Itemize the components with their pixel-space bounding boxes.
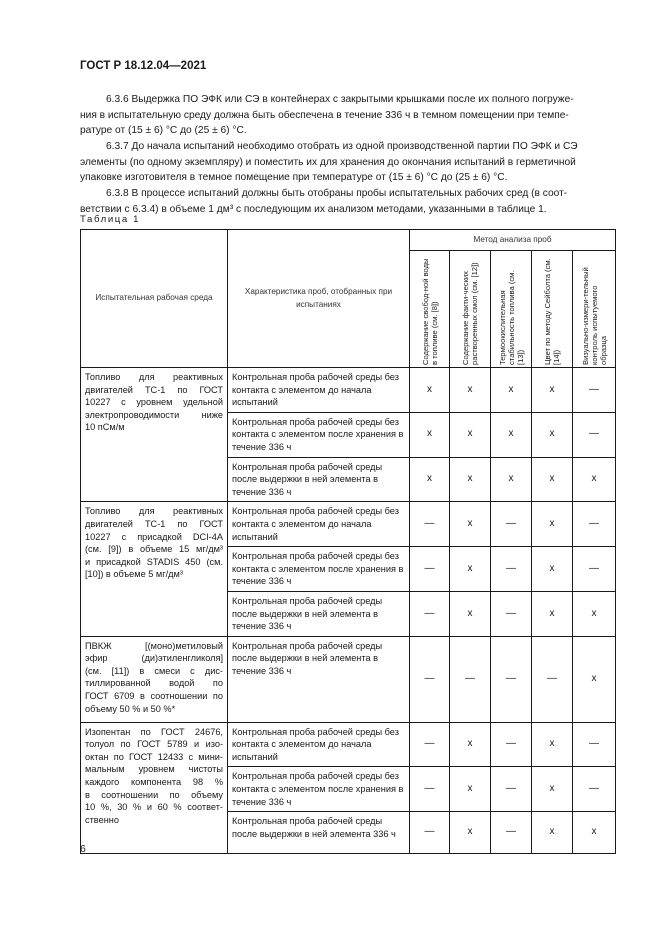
- method-mark: x: [532, 722, 573, 767]
- methods-table: [80, 229, 616, 854]
- method-mark: x: [491, 368, 532, 413]
- env-line: и присадкой STADIS 450 (см.: [85, 556, 223, 567]
- method-mark: x: [573, 591, 616, 636]
- method-mark: —: [450, 636, 491, 722]
- method-mark: —: [573, 412, 616, 457]
- env-line: 10 пСм/м: [85, 422, 125, 433]
- method-mark: x: [532, 502, 573, 547]
- method-mark: x: [450, 412, 491, 457]
- paragraph-6-3-7: [80, 139, 586, 186]
- env-line: ГОСТ 6709 в соотношении по: [85, 691, 223, 702]
- method-header-free-water: Содержание свобод-ной воды в топливе (см. [8]): [410, 251, 450, 368]
- sample-cell: Контрольная проба рабочей среды без контакта с элементом до начала испытаний: [228, 368, 410, 413]
- method-mark: —: [491, 722, 532, 767]
- sample-cell: Контрольная проба рабочей среды без контакта с элементом до начала испытаний: [228, 502, 410, 547]
- env-line: ПВКЖ [(моно)метиловый: [85, 640, 223, 651]
- page-number: 6: [80, 843, 86, 855]
- env-line: ственно: [85, 814, 119, 825]
- text-line: 6.3.7 До начала испытаний необходимо отобрать из одной производственной партии ПО ЭФК и СЭ: [106, 141, 578, 152]
- env-line: октан по ГОСТ 12433 с мини-: [85, 751, 223, 762]
- text-line: упаковке изготовителя в темное помещение при температуре от (15 ± 6) °С до (25 ± 6) °С.: [80, 172, 508, 184]
- paragraph-6-3-8: [80, 186, 586, 217]
- paragraph-6-3-6: [80, 92, 586, 139]
- method-mark: x: [450, 591, 491, 636]
- env-cell: [81, 502, 228, 636]
- header-sample: Характеристика проб, отобранных при испытаниях: [228, 230, 410, 368]
- header-env: Испытательная рабочая среда: [81, 230, 228, 368]
- env-line: эфир (ди)этиленгликоля]: [85, 653, 223, 664]
- text-line: 6.3.8 В процессе испытаний должны быть отобраны пробы испытательных рабочих сред (в соот-: [106, 188, 568, 199]
- method-mark: x: [491, 457, 532, 502]
- method-mark: x: [410, 368, 450, 413]
- env-line: объему 50 % и 50 %*: [85, 703, 176, 714]
- method-mark: —: [410, 767, 450, 812]
- env-cell: [81, 722, 228, 854]
- method-mark: —: [410, 502, 450, 547]
- method-mark: x: [450, 502, 491, 547]
- method-header-visual-control: Визуально-измери-тельный контроль испытуемого образца: [573, 251, 616, 368]
- method-header-thermo-stability: Термоокислительная стабильность топлива (см. [13]): [491, 251, 532, 368]
- method-mark: x: [450, 767, 491, 812]
- text-line: ния в испытательную среду должна быть обеспечена в течение 336 ч в темном помещении при темпе-: [80, 109, 569, 121]
- method-mark: —: [491, 767, 532, 812]
- method-mark: —: [491, 812, 532, 854]
- method-mark: x: [450, 368, 491, 413]
- method-mark: —: [573, 767, 616, 812]
- method-header-resins: Содержание факти-ческих растворенных смол (см. [12]): [450, 251, 491, 368]
- header-methods: Метод анализа проб: [410, 230, 616, 251]
- method-mark: —: [491, 547, 532, 592]
- env-line: двигателей ТС-1 по ГОСТ: [85, 518, 223, 529]
- method-mark: —: [573, 502, 616, 547]
- method-mark: —: [410, 812, 450, 854]
- method-mark: —: [532, 636, 573, 722]
- method-mark: x: [573, 636, 616, 722]
- env-line: Изопентан по ГОСТ 24676,: [85, 726, 223, 737]
- sample-cell: Контрольная проба рабочей среды без контакта с элементом после хранения в течение 336 ч: [228, 547, 410, 592]
- sample-cell: Контрольная проба рабочей среды без контакта с элементом до начала испытаний: [228, 722, 410, 767]
- method-mark: —: [573, 722, 616, 767]
- method-mark: —: [491, 591, 532, 636]
- method-mark: —: [410, 722, 450, 767]
- method-mark: x: [532, 591, 573, 636]
- text-line: 6.3.6 Выдержка ПО ЭФК или СЭ в контейнерах с закрытыми крышками после их полного погруже-: [106, 94, 574, 105]
- method-mark: x: [410, 412, 450, 457]
- method-mark: x: [410, 457, 450, 502]
- method-mark: x: [532, 368, 573, 413]
- env-line: 10 %, 30 % и 60 % соответ-: [85, 802, 223, 813]
- env-line: 10227 с уровнем удельной: [85, 397, 223, 408]
- table-caption: Таблица 1: [80, 214, 141, 225]
- env-line: электропроводимости ниже: [85, 409, 223, 420]
- method-mark: x: [532, 767, 573, 812]
- method-mark: x: [450, 457, 491, 502]
- table-row: [81, 368, 616, 413]
- method-mark: x: [532, 547, 573, 592]
- sample-cell: Контрольная проба рабочей среды после выдержки в ней элемента 336 ч: [228, 812, 410, 854]
- env-line: каждого компонента 98 %: [85, 777, 223, 788]
- method-mark: —: [573, 547, 616, 592]
- env-line: Топливо для реактивных: [85, 506, 223, 517]
- method-mark: x: [532, 457, 573, 502]
- method-header-saybolt-color: Цвет по методу Сейболта (см. [14]): [532, 251, 573, 368]
- env-line: двигателей ТС-1 по ГОСТ: [85, 384, 223, 395]
- method-mark: —: [410, 591, 450, 636]
- text-line: ратуре от (15 ± 6) °С до (25 ± 6) °С.: [80, 125, 247, 137]
- env-line: 10227 с присадкой DCI-4A: [85, 531, 223, 542]
- method-mark: —: [491, 502, 532, 547]
- method-mark: —: [573, 368, 616, 413]
- env-cell: [81, 368, 228, 502]
- env-line: в соотношении по объему: [85, 789, 223, 800]
- method-mark: x: [573, 812, 616, 854]
- env-cell: [81, 636, 228, 722]
- text-line: элементы (по одному экземпляру) и поместить их для хранения до окончания испытаний в герметичной: [80, 156, 576, 168]
- sample-cell: Контрольная проба рабочей среды после выдержки в ней элемента в течение 336 ч: [228, 457, 410, 502]
- method-mark: x: [450, 812, 491, 854]
- method-mark: —: [491, 636, 532, 722]
- env-line: мальным уровнем чистоты: [85, 764, 223, 775]
- sample-cell: Контрольная проба рабочей среды без контакта с элементом после хранения в течение 336 ч: [228, 412, 410, 457]
- method-mark: x: [450, 547, 491, 592]
- method-mark: —: [410, 547, 450, 592]
- method-mark: x: [491, 412, 532, 457]
- text-line: ветствии с 6.3.4) в объеме 1 дм³ с последующим их анализом методами, указанными в таблице 1.: [80, 203, 547, 215]
- sample-cell: Контрольная проба рабочей среды без контакта с элементом после хранения в течение 336 ч: [228, 767, 410, 812]
- method-mark: x: [532, 412, 573, 457]
- document-header: ГОСТ Р 18.12.04—2021: [80, 60, 207, 72]
- sample-cell: Контрольная проба рабочей среды после выдержки в ней элемента в течение 336 ч: [228, 591, 410, 636]
- env-line: [10]) в объеме 5 мг/дм³: [85, 569, 183, 580]
- table-row: [81, 722, 616, 767]
- method-mark: x: [450, 722, 491, 767]
- env-line: (см. [9]) в объеме 15 мг/дм³: [85, 544, 223, 555]
- env-line: толуол по ГОСТ 5789 и изо-: [85, 739, 223, 750]
- env-line: (см. [11]) в смеси с дис-: [85, 665, 223, 676]
- method-mark: x: [532, 812, 573, 854]
- env-line: Топливо для реактивных: [85, 372, 223, 382]
- sample-cell: Контрольная проба рабочей среды после выдержки в ней элемента в течение 336 ч: [228, 636, 410, 722]
- table-row: [81, 636, 616, 722]
- table-row: [81, 502, 616, 547]
- env-line: тиллированной водой по: [85, 678, 223, 689]
- method-mark: x: [573, 457, 616, 502]
- method-mark: —: [410, 636, 450, 722]
